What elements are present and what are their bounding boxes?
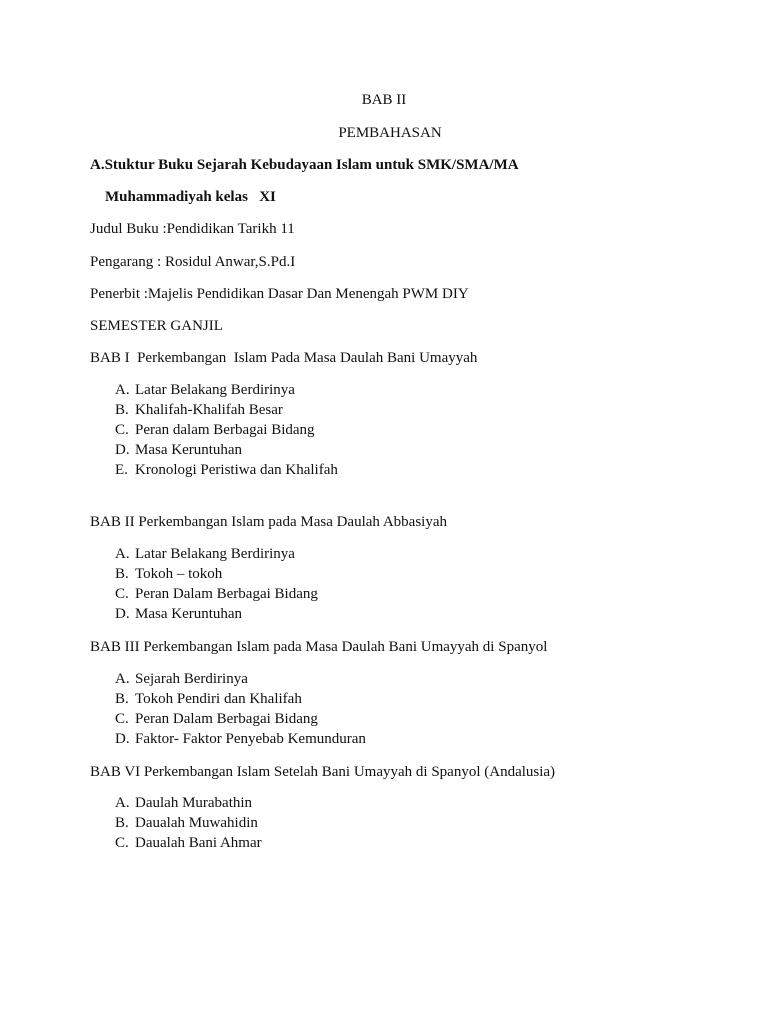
chapter-title: BAB VI Perkembangan Islam Setelah Bani Umayyah di Spanyol (Andalusia) [90, 764, 556, 780]
list-item-text: Peran Dalam Berbagai Bidang [135, 711, 318, 727]
list-marker: B. [115, 402, 129, 418]
list-item [115, 690, 302, 708]
chapter-title: BAB I Perkembangan Islam Pada Masa Daulah Bani Umayyah [90, 350, 478, 366]
list-item [115, 794, 252, 812]
list-marker: A. [115, 671, 130, 687]
chapter-title: BAB III Perkembangan Islam pada Masa Daulah Bani Umayyah di Spanyol [90, 639, 548, 655]
list-item [115, 421, 315, 439]
list-item [115, 441, 242, 459]
list-marker: D. [115, 606, 130, 622]
list-item-text: Masa Keruntuhan [135, 606, 243, 622]
semester: SEMESTER GANJIL [90, 318, 223, 334]
chapter-title: BAB II Perkembangan Islam pada Masa Daulah Abbasiyah [90, 514, 447, 530]
list-item-text: Latar Belakang Berdirinya [135, 546, 295, 562]
list-marker: B. [115, 566, 129, 582]
list-item-text: Masa Keruntuhan [135, 442, 243, 458]
list-item-text: Daulah Murabathin [135, 795, 253, 811]
list-item-text: Latar Belakang Berdirinya [135, 382, 295, 398]
list-item [115, 565, 222, 583]
section-title: PEMBAHASAN [338, 125, 442, 141]
list-marker: A. [115, 546, 130, 562]
book-title: Judul Buku :Pendidikan Tarikh 11 [90, 221, 295, 237]
list-marker: C. [115, 835, 129, 851]
list-item-text: Daualah Bani Ahmar [135, 835, 262, 851]
heading-line-2: Muhammadiyah kelas XI [105, 189, 276, 205]
author: Pengarang : Rosidul Anwar,S.Pd.I [90, 254, 296, 270]
list-item-text: Faktor- Faktor Penyebab Kemunduran [135, 731, 366, 747]
list-item-text: Kronologi Peristiwa dan Khalifah [135, 462, 338, 478]
list-marker: D. [115, 731, 130, 747]
list-item [115, 834, 262, 852]
list-item-text: Tokoh – tokoh [135, 566, 223, 582]
list-item [115, 585, 318, 603]
list-item [115, 670, 248, 688]
list-marker: C. [115, 422, 129, 438]
list-marker: A. [115, 795, 130, 811]
list-item [115, 814, 258, 832]
list-item-text: Peran dalam Berbagai Bidang [135, 422, 315, 438]
list-item-text: Khalifah-Khalifah Besar [135, 402, 283, 418]
list-item-text: Tokoh Pendiri dan Khalifah [135, 691, 302, 707]
list-marker: B. [115, 815, 129, 831]
list-marker: C. [115, 586, 129, 602]
publisher: Penerbit :Majelis Pendidikan Dasar Dan Menengah PWM DIY [90, 286, 469, 302]
list-item [115, 461, 338, 479]
list-item [115, 401, 283, 419]
list-marker: E. [115, 462, 128, 478]
heading-line-1: A.Stuktur Buku Sejarah Kebudayaan Islam untuk SMK/SMA/MA [90, 157, 519, 173]
list-marker: A. [115, 382, 130, 398]
chapter-heading: BAB II [361, 92, 407, 108]
list-item-text: Sejarah Berdirinya [135, 671, 248, 687]
list-item [115, 730, 366, 748]
list-item-text: Daualah Muwahidin [135, 815, 258, 831]
list-item-text: Peran Dalam Berbagai Bidang [135, 586, 318, 602]
list-marker: B. [115, 691, 129, 707]
list-marker: C. [115, 711, 129, 727]
list-item [115, 710, 318, 728]
list-item [115, 545, 295, 563]
list-marker: D. [115, 442, 130, 458]
list-item [115, 605, 242, 623]
list-item [115, 381, 295, 399]
